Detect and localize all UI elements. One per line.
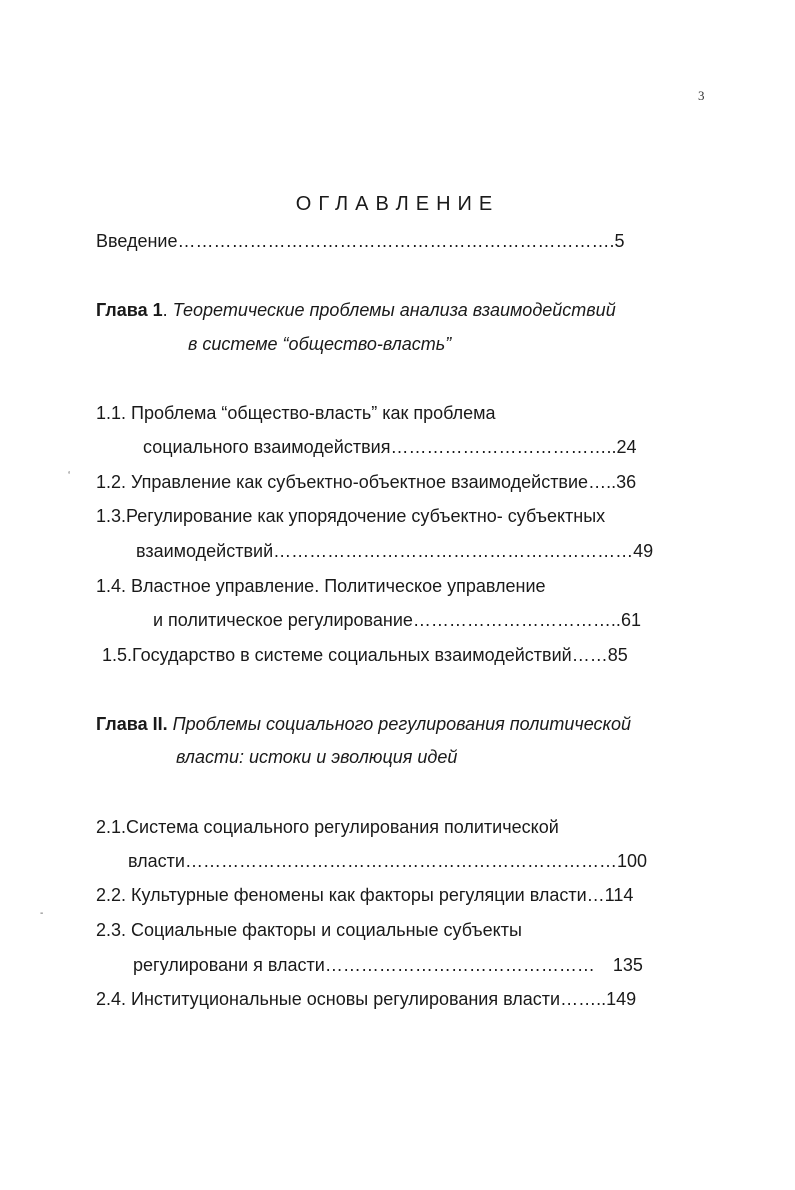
chapter-2-heading[interactable] [96, 713, 631, 735]
toc-entry-intro[interactable] [96, 230, 625, 252]
toc-entry-1-1-line1[interactable]: 1.1. Проблема “общество-власть” как проблема [96, 403, 496, 423]
chapter-title: Теоретические проблемы анализа взаимодействий [172, 300, 616, 320]
toc-heading: ОГЛАВЛЕНИЕ [295, 193, 500, 215]
toc-page-number: 149 [606, 989, 637, 1009]
toc-leader-dots: … [586, 885, 605, 905]
page-number: 3 [698, 88, 705, 103]
chapter-1-heading[interactable] [96, 299, 616, 321]
chapter-separator: . [162, 300, 173, 320]
toc-entry-label: 2.4. Институциональные основы регулирования власти [96, 989, 561, 1009]
toc-page-number: 24 [616, 437, 637, 457]
toc-leader-dots: …… [571, 645, 608, 665]
toc-entry-1-3-line1[interactable]: 1.3.Регулирование как упорядочение субъектно- субъектных [96, 506, 606, 526]
scan-speck: ‘ [68, 470, 71, 481]
toc-entry-1-4-line1[interactable]: 1.4. Властное управление. Политическое управление [96, 576, 546, 596]
scan-speck: - [40, 908, 44, 919]
toc-leader-dots: ……………………………….. [390, 437, 617, 457]
toc-entry-label: власти [128, 851, 185, 871]
toc-leader-dots: …………………………………………………… [273, 541, 634, 561]
toc-entry-label: социального взаимодействия [143, 437, 391, 457]
toc-entry-2-1-line1[interactable]: 2.1.Система социального регулирования политической [96, 817, 559, 837]
toc-leader-dots: ………………………………………………………………. [177, 231, 615, 251]
toc-entry-2-3-line1[interactable]: 2.3. Социальные факторы и социальные субъекты [96, 920, 522, 940]
toc-entry-1-1-line2[interactable] [143, 436, 637, 458]
toc-entry-1-3-line2[interactable] [136, 540, 653, 562]
toc-page-number: 114 [604, 885, 634, 905]
toc-page-number: 5 [614, 231, 625, 251]
toc-entry-label: Введение [96, 231, 178, 251]
toc-leader-dots: …….. [560, 989, 607, 1009]
toc-entry-1-2[interactable] [96, 471, 636, 493]
toc-entry-label: 1.2. Управление как субъектно-объектное взаимодействие [96, 472, 589, 492]
toc-page-number: 85 [607, 645, 628, 665]
toc-entry-2-2[interactable] [96, 884, 633, 906]
toc-leader-dots: ……………………………………… [324, 955, 595, 975]
toc-entry-label: взаимодействий [136, 541, 274, 561]
toc-entry-2-4[interactable] [96, 988, 636, 1010]
chapter-2-title-cont: власти: истоки и эволюция идей [176, 747, 458, 767]
toc-entry-2-1-line2[interactable] [128, 850, 647, 872]
chapter-label: Глава 1 [96, 300, 163, 320]
toc-page-number: 135 [612, 955, 643, 975]
toc-page-number: 61 [620, 610, 641, 630]
chapter-title: Проблемы социального регулирования политической [172, 714, 632, 734]
chapter-label: Глава II. [96, 714, 168, 734]
toc-entry-1-4-line2[interactable] [153, 609, 641, 631]
toc-entry-label: 2.2. Культурные феномены как факторы регуляции власти [96, 885, 587, 905]
toc-leader-dots: ……………………………………………………………… [184, 851, 617, 871]
toc-page-number: 49 [633, 541, 654, 561]
toc-entry-label: регулировани я власти [133, 955, 325, 975]
toc-page-number: 100 [616, 851, 648, 871]
toc-entry-1-5[interactable] [102, 644, 628, 666]
chapter-1-title-cont: в системе “общество-власть” [188, 334, 452, 354]
toc-entry-label: и политическое регулирование [153, 610, 413, 630]
toc-leader-dots: ….. [588, 472, 617, 492]
toc-entry-2-3-line2[interactable] [133, 954, 643, 976]
toc-page-number: 36 [616, 472, 637, 492]
toc-leader-dots: …………………………….. [412, 610, 621, 630]
toc-entry-label: 1.5.Государство в системе социальных взаимодействий [102, 645, 572, 665]
